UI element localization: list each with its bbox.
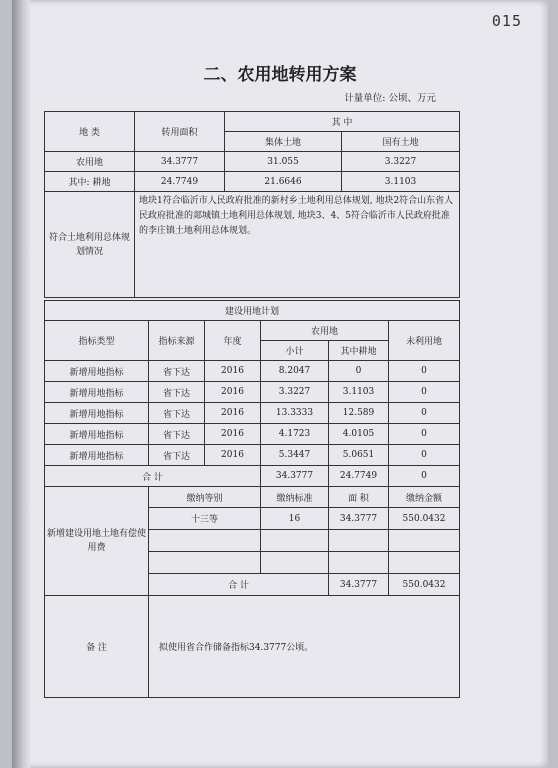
cell-year: 2016 <box>205 361 261 382</box>
cell-subtotal: 3.3227 <box>261 382 329 403</box>
header-converted-area: 转用面积 <box>135 112 225 152</box>
table-row <box>45 172 460 192</box>
header-fee-standard: 缴纳标准 <box>261 487 329 508</box>
header-year: 年度 <box>205 321 261 361</box>
cell-arable: 12.589 <box>329 403 389 424</box>
cell-arable: 5.0651 <box>329 445 389 466</box>
cell-arable: 4.0105 <box>329 424 389 445</box>
document-page <box>12 0 548 768</box>
header-of-which: 其 中 <box>225 112 460 132</box>
cell-type: 其中: 耕地 <box>45 172 135 192</box>
cell-fee-area: 34.3777 <box>329 508 389 530</box>
fee-total-amount: 550.0432 <box>389 574 460 596</box>
total-subtotal: 34.3777 <box>261 466 329 487</box>
cell-source: 省下达 <box>149 445 205 466</box>
table-row <box>45 445 460 466</box>
cell-subtotal: 8.2047 <box>261 361 329 382</box>
unit-label: 计量单位: 公顷、万元 <box>344 93 436 104</box>
cell-year: 2016 <box>205 382 261 403</box>
table-row <box>45 361 460 382</box>
table-row <box>45 424 460 445</box>
remark-text: 拟使用省合作储备指标34.3777公顷。 <box>149 596 460 698</box>
cell-indicator: 新增用地指标 <box>45 445 149 466</box>
cell-state: 3.1103 <box>342 172 460 192</box>
plan-compliance-text: 地块1符合临沂市人民政府批准的新村乡土地利用总体规划, 地块2符合山东省人民政府批准的郯城镇土地利用总体规划, 地块3、4、5符合临沂市人民政府批准的李庄镇土地利用总体规划。 <box>135 192 460 298</box>
cell-collective: 31.055 <box>225 152 342 172</box>
cell-subtotal: 4.1723 <box>261 424 329 445</box>
cell-unused: 0 <box>389 445 460 466</box>
cell-indicator: 新增用地指标 <box>45 424 149 445</box>
cell-source: 省下达 <box>149 424 205 445</box>
table-row <box>45 403 460 424</box>
table-row <box>45 152 460 172</box>
cell-area: 34.3777 <box>135 152 225 172</box>
table-row <box>45 382 460 403</box>
cell-collective: 21.6646 <box>225 172 342 192</box>
total-arable: 24.7749 <box>329 466 389 487</box>
header-fee-area: 面 积 <box>329 487 389 508</box>
cell-year: 2016 <box>205 445 261 466</box>
cell-unused: 0 <box>389 424 460 445</box>
cell-unused: 0 <box>389 382 460 403</box>
total-unused: 0 <box>389 466 460 487</box>
remark-label: 备 注 <box>45 596 149 698</box>
cell-arable: 0 <box>329 361 389 382</box>
cell-source: 省下达 <box>149 361 205 382</box>
header-land-type: 地 类 <box>45 112 135 152</box>
header-unused-land: 未利用地 <box>389 321 460 361</box>
cell-year: 2016 <box>205 403 261 424</box>
header-fee-amount: 缴纳金额 <box>389 487 460 508</box>
header-subtotal: 小计 <box>261 341 329 361</box>
cell-unused: 0 <box>389 403 460 424</box>
cell-fee-grade: 十三等 <box>149 508 261 530</box>
cell-fee-amount: 550.0432 <box>389 508 460 530</box>
cell-source: 省下达 <box>149 382 205 403</box>
cell-type: 农用地 <box>45 152 135 172</box>
page-binding-edge <box>12 0 30 768</box>
plan-compliance-label: 符合土地利用总体规划情况 <box>45 192 135 298</box>
cell-subtotal: 13.3333 <box>261 403 329 424</box>
construction-plan-title: 建设用地计划 <box>45 301 460 321</box>
header-arable: 其中耕地 <box>329 341 389 361</box>
header-indicator-source: 指标来源 <box>149 321 205 361</box>
header-collective-land: 集体土地 <box>225 132 342 152</box>
cell-subtotal: 5.3447 <box>261 445 329 466</box>
construction-plan-table <box>44 300 460 698</box>
cell-unused: 0 <box>389 361 460 382</box>
header-agricultural-land: 农用地 <box>261 321 389 341</box>
land-conversion-table <box>44 111 460 298</box>
header-state-land: 国有土地 <box>342 132 460 152</box>
cell-area: 24.7749 <box>135 172 225 192</box>
cell-year: 2016 <box>205 424 261 445</box>
cell-fee-standard: 16 <box>261 508 329 530</box>
total-label: 合 计 <box>45 466 261 487</box>
cell-indicator: 新增用地指标 <box>45 403 149 424</box>
land-fee-label: 新增建设用地土地有偿使用费 <box>45 487 149 596</box>
header-fee-grade: 缴纳等别 <box>149 487 261 508</box>
cell-indicator: 新增用地指标 <box>45 361 149 382</box>
fee-total-area: 34.3777 <box>329 574 389 596</box>
cell-arable: 3.1103 <box>329 382 389 403</box>
cell-source: 省下达 <box>149 403 205 424</box>
fee-total-label: 合 计 <box>149 574 329 596</box>
cell-indicator: 新增用地指标 <box>45 382 149 403</box>
page-title: 二、农用地转用方案 <box>203 65 357 85</box>
page-number: 015 <box>491 12 522 30</box>
header-indicator-type: 指标类型 <box>45 321 149 361</box>
total-row <box>45 466 460 487</box>
cell-state: 3.3227 <box>342 152 460 172</box>
